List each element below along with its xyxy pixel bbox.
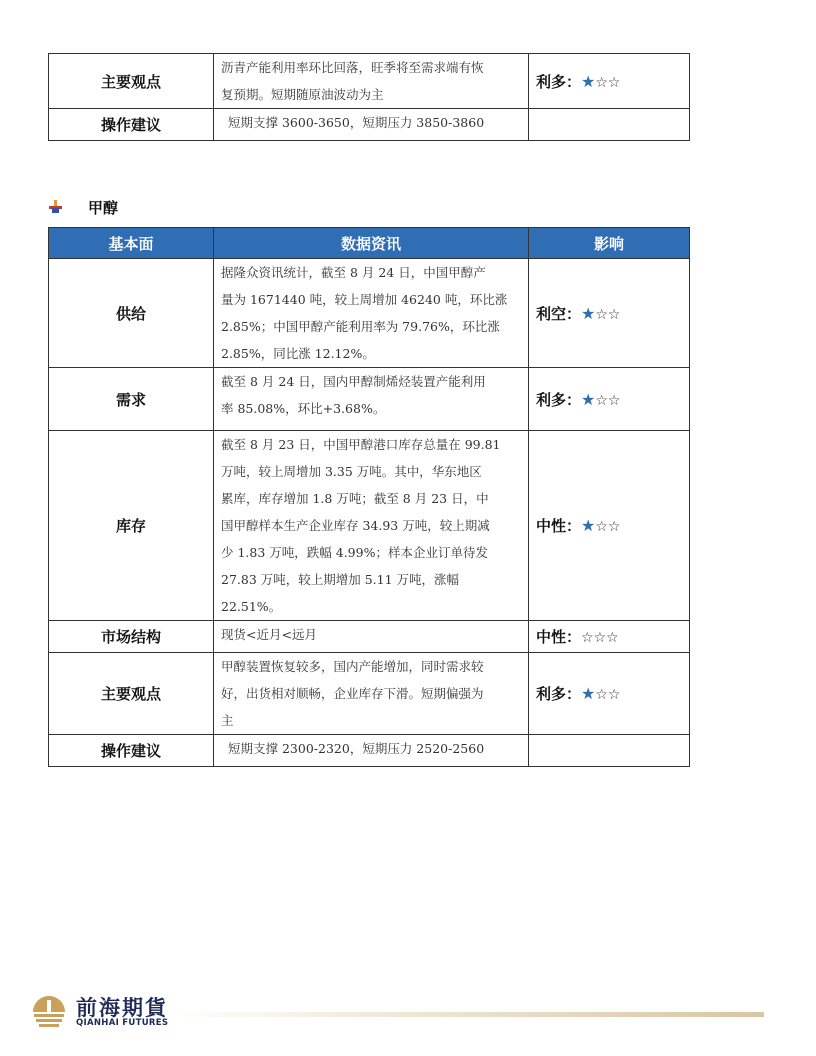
content-line: 2.85%；中国甲醇产能利用率为 79.76%，环比涨 — [221, 319, 500, 334]
logo-chinese-name: 前海期貨 — [76, 995, 168, 1020]
impact-label: 中性： — [536, 517, 582, 535]
row-content — [214, 621, 529, 653]
table-header-row — [49, 228, 690, 259]
impact-label: 利多： — [536, 390, 582, 409]
impact-cell — [529, 368, 690, 431]
content-line: 甲醇装置恢复较多，国内产能增加，同时需求较 — [221, 659, 484, 674]
star-empty-icon: ☆ — [607, 306, 621, 323]
table-row — [49, 431, 690, 621]
row-content — [214, 54, 529, 109]
star-empty-icon: ☆ — [595, 74, 608, 91]
section-heading — [48, 197, 118, 217]
row-label: 供给 — [49, 259, 214, 368]
impact-cell — [529, 259, 690, 368]
content-line: 截至 8 月 24 日，国内甲醇制烯烃装置产能利用 — [221, 374, 486, 389]
impact-cell — [529, 621, 690, 653]
content-line: 短期支撑 2300-2320，短期压力 2520-2560 — [228, 741, 485, 756]
qianhai-sun-waves-logo-icon — [30, 992, 68, 1030]
star-rating — [581, 389, 621, 409]
impact-cell — [529, 653, 690, 735]
content-line: 2.85%，同比涨 12.12%。 — [221, 346, 375, 361]
top-continuation-table — [48, 53, 690, 141]
star-empty-icon: ☆ — [607, 74, 621, 91]
row-content — [214, 368, 529, 431]
star-empty-icon: ☆ — [595, 687, 608, 703]
impact-cell — [529, 431, 690, 621]
table-row — [49, 653, 690, 735]
content-line: 据隆众资讯统计，截至 8 月 24 日，中国甲醇产 — [221, 265, 486, 280]
page-footer — [30, 990, 770, 1034]
row-content — [214, 653, 529, 735]
row-label: 需求 — [49, 368, 214, 431]
star-filled-icon: ★ — [581, 71, 596, 91]
star-filled-icon: ★ — [581, 684, 596, 703]
row-label: 库存 — [49, 431, 214, 621]
methanol-table — [48, 227, 690, 767]
star-empty-icon: ☆ — [606, 630, 619, 646]
star-rating — [581, 303, 621, 323]
star-rating — [581, 630, 619, 646]
star-empty-icon: ☆ — [581, 630, 594, 646]
table-row — [49, 54, 690, 109]
impact-cell — [529, 735, 690, 767]
content-line: 好，出货相对顺畅，企业库存下滑。短期偏强为 — [221, 686, 484, 701]
footer-divider — [168, 1012, 764, 1017]
four-color-cross-bullet-icon — [48, 199, 64, 215]
impact-label: 利空： — [536, 304, 582, 323]
content-line: 主 — [221, 713, 234, 728]
logo-english-name: QIANHAI FUTURES — [76, 1018, 169, 1028]
star-empty-icon: ☆ — [595, 306, 608, 323]
star-rating — [581, 516, 621, 535]
star-rating — [581, 684, 621, 703]
star-filled-icon: ★ — [581, 303, 596, 323]
content-line: 22.51%。 — [221, 599, 282, 614]
content-line: 少 1.83 万吨，跌幅 4.99%；样本企业订单待发 — [221, 545, 488, 560]
content-line: 万吨，较上周增加 3.35 万吨。其中，华东地区 — [221, 464, 482, 479]
content-line: 现货<近月<远月 — [221, 627, 317, 642]
star-empty-icon: ☆ — [595, 519, 608, 535]
row-label: 主要观点 — [49, 653, 214, 735]
content-line: 累库，库存增加 1.8 万吨；截至 8 月 23 日，中 — [221, 491, 489, 506]
content-line: 沥青产能利用率环比回落，旺季将至需求端有恢 — [221, 60, 484, 75]
row-content — [214, 735, 529, 767]
table-row — [49, 621, 690, 653]
column-header: 基本面 — [49, 228, 214, 259]
star-empty-icon: ☆ — [607, 687, 621, 703]
star-empty-icon: ☆ — [593, 630, 607, 646]
column-header: 数据资讯 — [214, 228, 529, 259]
row-label: 操作建议 — [49, 109, 214, 141]
impact-label: 中性： — [536, 628, 582, 646]
row-label: 主要观点 — [49, 54, 214, 109]
content-line: 率 85.08%，环比+3.68%。 — [221, 401, 386, 416]
content-line: 复预期。短期随原油波动为主 — [221, 87, 384, 102]
star-filled-icon: ★ — [581, 516, 596, 535]
impact-cell — [529, 109, 690, 141]
section-title: 甲醇 — [88, 198, 119, 217]
row-label: 操作建议 — [49, 735, 214, 767]
content-line: 短期支撑 3600-3650，短期压力 3850-3860 — [228, 115, 485, 130]
row-content — [214, 431, 529, 621]
row-content — [214, 259, 529, 368]
star-filled-icon: ★ — [581, 389, 596, 409]
impact-label: 利多： — [536, 685, 582, 703]
star-rating — [581, 71, 621, 91]
impact-cell — [529, 54, 690, 109]
star-empty-icon: ☆ — [607, 519, 621, 535]
column-header: 影响 — [529, 228, 690, 259]
content-line: 27.83 万吨，较上期增加 5.11 万吨，涨幅 — [221, 572, 460, 587]
impact-label: 利多： — [536, 72, 582, 91]
table-row — [49, 368, 690, 431]
table-row — [49, 735, 690, 767]
star-empty-icon: ☆ — [595, 392, 608, 409]
row-label: 市场结构 — [49, 621, 214, 653]
row-content — [214, 109, 529, 141]
content-line: 国甲醇样本生产企业库存 34.93 万吨，较上期减 — [221, 518, 490, 533]
star-empty-icon: ☆ — [607, 392, 621, 409]
table-row — [49, 109, 690, 141]
content-line: 截至 8 月 23 日，中国甲醇港口库存总量在 99.81 — [221, 437, 501, 452]
table-row — [49, 259, 690, 368]
content-line: 量为 1671440 吨，较上周增加 46240 吨，环比涨 — [221, 292, 508, 307]
